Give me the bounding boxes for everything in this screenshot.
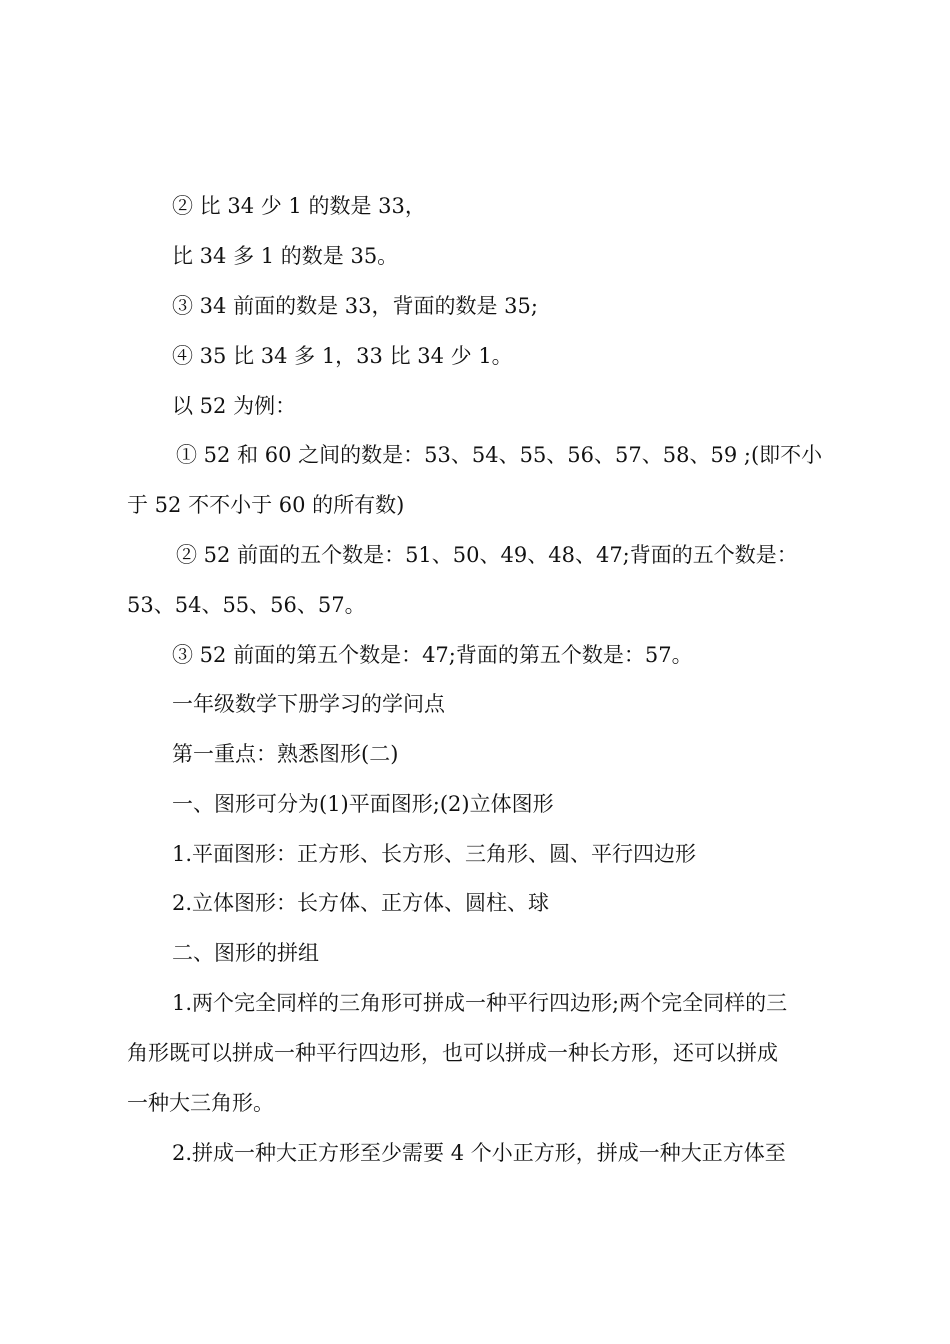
text-line: 1.平面图形：正方形、长方形、三角形、圆、平行四边形 — [172, 842, 697, 866]
text-line: ④ 35 比 34 多 1，33 比 34 少 1。 — [172, 344, 513, 368]
text-line: 1.两个完全同样的三角形可拼成一种平行四边形;两个完全同样的三 — [172, 991, 788, 1015]
text-line: 比 34 多 1 的数是 35。 — [172, 244, 399, 268]
text-line: 一、图形可分为(1)平面图形;(2)立体图形 — [172, 792, 554, 816]
text-line: 2.立体图形：长方体、正方体、圆柱、球 — [172, 891, 550, 915]
text-line: 2.拼成一种大正方形至少需要 4 个小正方形，拼成一种大正方体至 — [172, 1141, 786, 1165]
text-line: ① 52 和 60 之间的数是：53、54、55、56、57、58、59 ;(即不小 — [176, 443, 823, 467]
text-line: ③ 52 前面的第五个数是：47;背面的第五个数是：57。 — [172, 643, 693, 667]
text-line: 一种大三角形。 — [127, 1091, 274, 1115]
text-line: 于 52 不不小于 60 的所有数) — [127, 493, 405, 517]
text-line: ② 52 前面的五个数是：51、50、49、48、47;背面的五个数是： — [176, 543, 798, 567]
section-heading: 一年级数学下册学习的学问点 — [172, 692, 445, 716]
text-line: ③ 34 前面的数是 33，背面的数是 35; — [172, 294, 538, 318]
text-line: 以 52 为例： — [172, 394, 297, 418]
text-line: 二、图形的拼组 — [172, 941, 319, 965]
text-line: ② 比 34 少 1 的数是 33， — [172, 194, 426, 218]
text-line: 53、54、55、56、57。 — [127, 593, 366, 617]
text-line: 角形既可以拼成一种平行四边形，也可以拼成一种长方形，还可以拼成 — [127, 1041, 778, 1065]
section-heading: 第一重点：熟悉图形(二) — [172, 742, 399, 766]
